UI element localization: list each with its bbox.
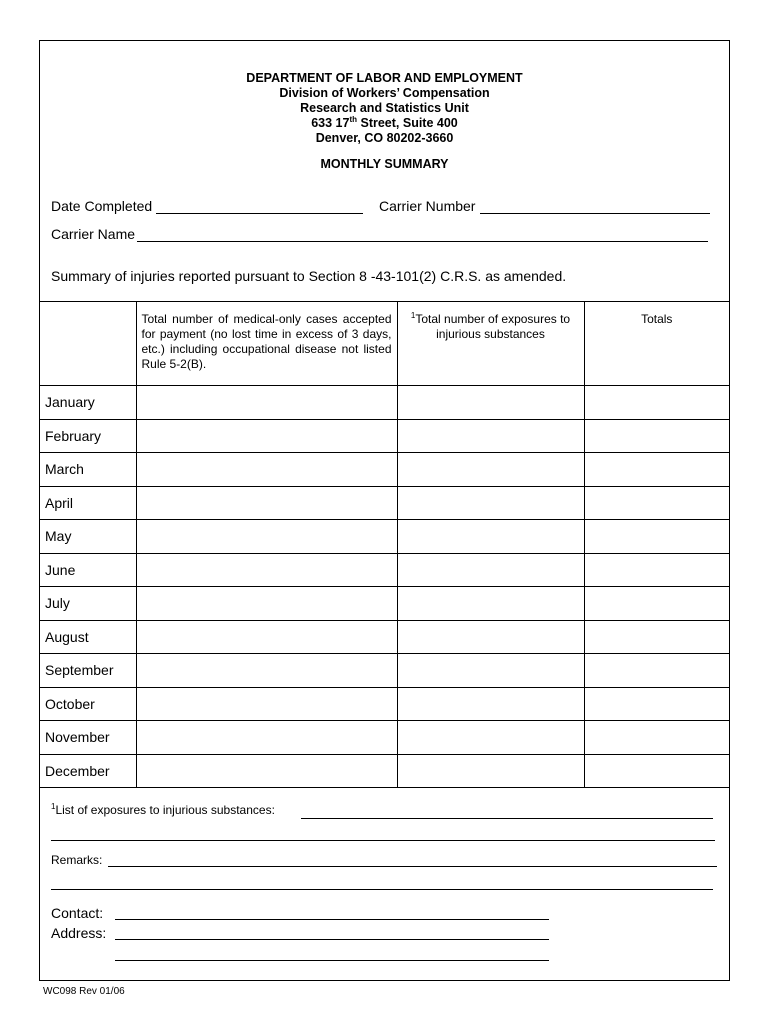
table-row (40, 520, 729, 554)
table-row (40, 620, 729, 654)
exposures-cell[interactable] (397, 754, 584, 788)
totals-cell[interactable] (584, 620, 729, 654)
exposures-header-text: Total number of exposures to injurious substances (415, 312, 571, 341)
form-page (39, 40, 730, 981)
totals-cell[interactable] (584, 419, 729, 453)
exposures-cell[interactable] (397, 654, 584, 688)
contact-field[interactable] (115, 919, 549, 920)
month-label: September (40, 654, 136, 688)
footnote-marker: 1 (51, 802, 56, 811)
totals-cell[interactable] (584, 687, 729, 721)
month-label: April (40, 486, 136, 520)
carrier-name-field[interactable] (137, 241, 708, 242)
remarks-field-line2[interactable] (51, 889, 713, 890)
month-label: June (40, 553, 136, 587)
summary-statement: Summary of injuries reported pursuant to Section 8 -43-101(2) C.R.S. as amended. (51, 268, 567, 284)
date-completed-field[interactable] (156, 213, 363, 214)
remarks-field[interactable] (108, 866, 717, 867)
table-row (40, 453, 729, 487)
date-completed-label: Date Completed (51, 198, 153, 214)
medical-only-cell[interactable] (136, 721, 397, 755)
month-label: December (40, 754, 136, 788)
address-field-line2[interactable] (115, 960, 549, 961)
medical-only-cell[interactable] (136, 419, 397, 453)
totals-cell[interactable] (584, 453, 729, 487)
table-row (40, 687, 729, 721)
medical-only-cases-header: Total number of medical-only cases accepted for payment (no lost time in excess of 3 days, etc.) including occupational disease not listed Rule 5-2(B). (136, 302, 397, 386)
table-row (40, 553, 729, 587)
exposures-cell[interactable] (397, 721, 584, 755)
medical-only-cell[interactable] (136, 553, 397, 587)
totals-cell[interactable] (584, 386, 729, 420)
form-code: WC098 Rev 01/06 (43, 986, 125, 997)
month-label: October (40, 687, 136, 721)
medical-only-cell[interactable] (136, 620, 397, 654)
exposures-cell[interactable] (397, 453, 584, 487)
medical-only-cell[interactable] (136, 587, 397, 621)
address-label: Address: (51, 925, 107, 941)
exposures-cell[interactable] (397, 587, 584, 621)
exposures-list-field[interactable] (301, 818, 713, 819)
monthly-summary-table (40, 301, 729, 788)
exposures-list-label (51, 803, 275, 817)
carrier-number-field[interactable] (480, 213, 710, 214)
totals-cell[interactable] (584, 654, 729, 688)
exposures-list-text: List of exposures to injurious substances: (55, 803, 275, 817)
table-row (40, 721, 729, 755)
street-number: 633 17 (311, 116, 350, 130)
exposures-header (397, 302, 584, 386)
month-label: March (40, 453, 136, 487)
medical-only-cell[interactable] (136, 654, 397, 688)
month-label: July (40, 587, 136, 621)
form-title: MONTHLY SUMMARY (320, 157, 449, 171)
address-field[interactable] (115, 939, 549, 940)
street-suffix: th (349, 114, 358, 124)
totals-cell[interactable] (584, 553, 729, 587)
totals-header: Totals (584, 302, 729, 386)
month-label: February (40, 419, 136, 453)
medical-only-cell[interactable] (136, 754, 397, 788)
month-label: August (40, 620, 136, 654)
exposures-cell[interactable] (397, 386, 584, 420)
carrier-name-label: Carrier Name (51, 226, 136, 242)
table-row (40, 654, 729, 688)
exposures-cell[interactable] (397, 687, 584, 721)
carrier-number-label: Carrier Number (379, 198, 476, 214)
month-label: January (40, 386, 136, 420)
month-label: November (40, 721, 136, 755)
city-address: Denver, CO 80202-3660 (315, 131, 454, 145)
totals-cell[interactable] (584, 721, 729, 755)
footnote-marker: 1 (410, 311, 416, 320)
table-row (40, 419, 729, 453)
table-header-row (40, 302, 729, 386)
totals-cell[interactable] (584, 520, 729, 554)
exposures-cell[interactable] (397, 419, 584, 453)
totals-cell[interactable] (584, 587, 729, 621)
totals-cell[interactable] (584, 486, 729, 520)
table-row (40, 754, 729, 788)
medical-only-cell[interactable] (136, 687, 397, 721)
medical-only-cell[interactable] (136, 520, 397, 554)
exposures-cell[interactable] (397, 553, 584, 587)
remarks-label: Remarks: (51, 853, 103, 867)
exposures-list-field-line2[interactable] (51, 840, 715, 841)
exposures-cell[interactable] (397, 620, 584, 654)
medical-only-cell[interactable] (136, 486, 397, 520)
street-rest: Street, Suite 400 (357, 116, 458, 130)
table-row (40, 587, 729, 621)
medical-only-cell[interactable] (136, 453, 397, 487)
month-label: May (40, 520, 136, 554)
table-row (40, 486, 729, 520)
division-name: Division of Workers’ Compensation (279, 86, 490, 100)
street-address (40, 116, 729, 131)
unit-name: Research and Statistics Unit (300, 101, 469, 115)
medical-only-cell[interactable] (136, 386, 397, 420)
month-column-header (40, 302, 136, 386)
exposures-cell[interactable] (397, 520, 584, 554)
department-title: DEPARTMENT OF LABOR AND EMPLOYMENT (246, 71, 523, 85)
table-row (40, 386, 729, 420)
contact-label: Contact: (51, 905, 104, 921)
totals-cell[interactable] (584, 754, 729, 788)
exposures-cell[interactable] (397, 486, 584, 520)
